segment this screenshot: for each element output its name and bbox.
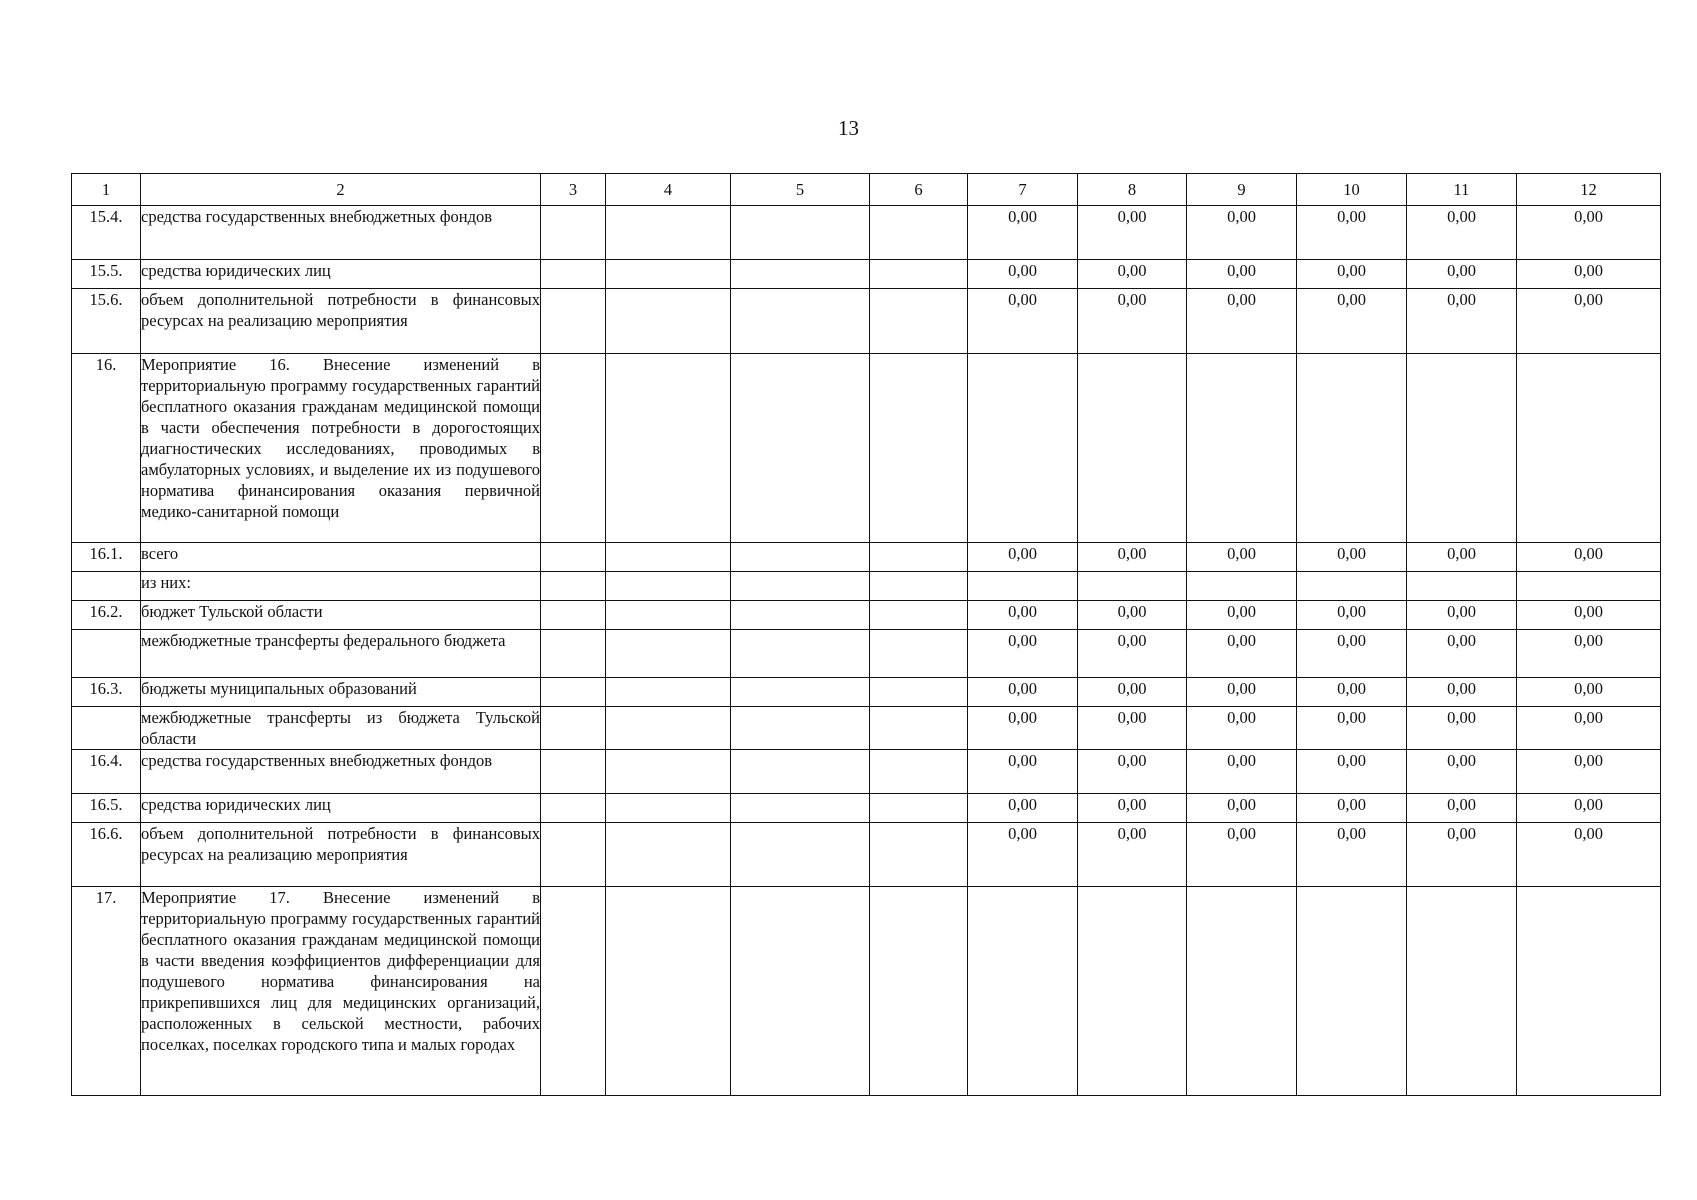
table-row (72, 601, 1661, 630)
value-cell: 0,00 (1517, 206, 1661, 260)
row-number: 16. (72, 354, 141, 543)
value-cell: 0,00 (968, 630, 1078, 678)
value-cell (1297, 354, 1407, 543)
empty-cell (870, 630, 968, 678)
empty-cell (541, 678, 606, 707)
value-cell: 0,00 (1517, 750, 1661, 794)
column-header: 1 (72, 174, 141, 206)
value-cell (1517, 354, 1661, 543)
value-cell: 0,00 (1187, 206, 1297, 260)
empty-cell (731, 678, 870, 707)
column-header: 7 (968, 174, 1078, 206)
value-cell: 0,00 (968, 260, 1078, 289)
empty-cell (541, 750, 606, 794)
value-cell (1187, 572, 1297, 601)
empty-cell (606, 707, 731, 750)
value-cell: 0,00 (968, 678, 1078, 707)
row-description: средства юридических лиц (141, 794, 541, 823)
row-number: 16.3. (72, 678, 141, 707)
empty-cell (541, 601, 606, 630)
value-cell: 0,00 (1187, 794, 1297, 823)
value-cell: 0,00 (1078, 289, 1187, 354)
empty-cell (731, 260, 870, 289)
empty-cell (731, 572, 870, 601)
row-description: средства государственных внебюджетных фондов (141, 206, 541, 260)
empty-cell (870, 543, 968, 572)
value-cell (1407, 572, 1517, 601)
value-cell (1407, 354, 1517, 543)
value-cell (1078, 572, 1187, 601)
value-cell: 0,00 (1517, 601, 1661, 630)
empty-cell (606, 601, 731, 630)
row-description: межбюджетные трансферты из бюджета Тульской области (141, 708, 540, 748)
value-cell: 0,00 (1407, 707, 1517, 750)
empty-cell (606, 354, 731, 543)
empty-cell (606, 794, 731, 823)
empty-cell (541, 794, 606, 823)
row-description: Мероприятие 17. Внесение изменений в территориальную программу государственных гарантий бесплатного оказания гражданам медицинской помощи в части введения коэффициентов дифференциации для подушевого норматива финансирования на прикрепившихся лиц для медицинских организаций, расположенных в сельской местности, рабочих поселках, поселках городского типа и малых городах (141, 887, 541, 1096)
row-description: бюджеты муниципальных образований (141, 678, 541, 707)
row-number: 16.1. (72, 543, 141, 572)
value-cell: 0,00 (1407, 260, 1517, 289)
value-cell: 0,00 (1078, 601, 1187, 630)
empty-cell (731, 601, 870, 630)
page-number: 13 (838, 116, 859, 140)
value-cell: 0,00 (1407, 794, 1517, 823)
value-cell: 0,00 (1187, 543, 1297, 572)
table-row (72, 750, 1661, 794)
empty-cell (606, 630, 731, 678)
value-cell: 0,00 (1078, 543, 1187, 572)
table-row (72, 354, 1661, 543)
value-cell: 0,00 (968, 601, 1078, 630)
empty-cell (541, 707, 606, 750)
table-row (72, 678, 1661, 707)
column-header: 4 (606, 174, 731, 206)
value-cell: 0,00 (1407, 630, 1517, 678)
empty-cell (731, 543, 870, 572)
row-number: 16.5. (72, 794, 141, 823)
value-cell: 0,00 (968, 289, 1078, 354)
value-cell: 0,00 (1517, 289, 1661, 354)
value-cell: 0,00 (1078, 794, 1187, 823)
empty-cell (870, 707, 968, 750)
row-description: межбюджетные трансферты федерального бюджета (141, 630, 541, 678)
value-cell: 0,00 (1078, 260, 1187, 289)
table-row (72, 260, 1661, 289)
row-number: 15.4. (72, 206, 141, 260)
value-cell (968, 354, 1078, 543)
row-description: средства юридических лиц (141, 260, 541, 289)
table-row (72, 707, 1661, 750)
column-header: 12 (1517, 174, 1661, 206)
empty-cell (870, 206, 968, 260)
value-cell: 0,00 (1407, 601, 1517, 630)
table-row (72, 794, 1661, 823)
value-cell: 0,00 (1297, 707, 1407, 750)
column-header: 9 (1187, 174, 1297, 206)
empty-cell (731, 289, 870, 354)
row-number (72, 630, 141, 678)
value-cell (1297, 887, 1407, 1096)
empty-cell (731, 707, 870, 750)
empty-cell (870, 887, 968, 1096)
value-cell: 0,00 (1078, 206, 1187, 260)
header-row (72, 174, 1661, 206)
value-cell: 0,00 (968, 823, 1078, 887)
empty-cell (731, 823, 870, 887)
row-description: средства государственных внебюджетных фондов (141, 750, 541, 794)
value-cell (1517, 572, 1661, 601)
empty-cell (541, 289, 606, 354)
value-cell: 0,00 (1297, 601, 1407, 630)
value-cell: 0,00 (968, 750, 1078, 794)
row-number: 17. (72, 887, 141, 1096)
empty-cell (606, 823, 731, 887)
column-header: 3 (541, 174, 606, 206)
empty-cell (541, 354, 606, 543)
value-cell: 0,00 (1407, 823, 1517, 887)
value-cell (968, 887, 1078, 1096)
empty-cell (870, 289, 968, 354)
value-cell: 0,00 (1187, 289, 1297, 354)
empty-cell (731, 354, 870, 543)
empty-cell (541, 887, 606, 1096)
value-cell (1297, 572, 1407, 601)
value-cell: 0,00 (1187, 823, 1297, 887)
table-row (72, 823, 1661, 887)
table-row (72, 572, 1661, 601)
column-header: 8 (1078, 174, 1187, 206)
empty-cell (541, 572, 606, 601)
value-cell: 0,00 (968, 794, 1078, 823)
row-number: 16.4. (72, 750, 141, 794)
empty-cell (606, 289, 731, 354)
value-cell: 0,00 (1517, 707, 1661, 750)
value-cell (1517, 887, 1661, 1096)
row-description: объем дополнительной потребности в финансовых ресурсах на реализацию мероприятия (141, 823, 541, 887)
table-row (72, 543, 1661, 572)
empty-cell (541, 260, 606, 289)
empty-cell (541, 823, 606, 887)
value-cell: 0,00 (1187, 678, 1297, 707)
value-cell: 0,00 (1187, 260, 1297, 289)
row-description: Мероприятие 16. Внесение изменений в территориальную программу государственных гарантий бесплатного оказания гражданам медицинской помощи в части обеспечения потребности в дорогостоящих диагностических исследованиях, проводимых в амбулаторных условиях, и выделение их из подушевого норматива финансирования оказания первичной медико-санитарной помощи (141, 354, 541, 543)
empty-cell (731, 794, 870, 823)
value-cell: 0,00 (1078, 823, 1187, 887)
column-header: 6 (870, 174, 968, 206)
value-cell: 0,00 (1517, 823, 1661, 887)
column-header: 5 (731, 174, 870, 206)
value-cell (1407, 887, 1517, 1096)
value-cell: 0,00 (1517, 260, 1661, 289)
value-cell: 0,00 (1187, 707, 1297, 750)
empty-cell (731, 630, 870, 678)
value-cell: 0,00 (1078, 707, 1187, 750)
empty-cell (870, 750, 968, 794)
empty-cell (606, 678, 731, 707)
row-number (72, 572, 141, 601)
empty-cell (870, 572, 968, 601)
value-cell: 0,00 (1407, 750, 1517, 794)
row-number: 16.2. (72, 601, 141, 630)
value-cell: 0,00 (1187, 601, 1297, 630)
empty-cell (606, 887, 731, 1096)
empty-cell (541, 543, 606, 572)
row-number: 15.5. (72, 260, 141, 289)
value-cell: 0,00 (1517, 678, 1661, 707)
empty-cell (870, 794, 968, 823)
empty-cell (731, 750, 870, 794)
column-header: 2 (141, 174, 541, 206)
value-cell: 0,00 (1297, 206, 1407, 260)
value-cell: 0,00 (1078, 678, 1187, 707)
empty-cell (541, 206, 606, 260)
value-cell: 0,00 (1187, 750, 1297, 794)
empty-cell (870, 601, 968, 630)
value-cell (968, 572, 1078, 601)
value-cell: 0,00 (1407, 289, 1517, 354)
column-header: 11 (1407, 174, 1517, 206)
empty-cell (606, 543, 731, 572)
value-cell: 0,00 (1517, 543, 1661, 572)
value-cell: 0,00 (1297, 630, 1407, 678)
value-cell: 0,00 (1407, 678, 1517, 707)
value-cell: 0,00 (1297, 823, 1407, 887)
row-description: объем дополнительной потребности в финансовых ресурсах на реализацию мероприятия (141, 289, 541, 354)
table-row (72, 887, 1661, 1096)
empty-cell (870, 260, 968, 289)
column-header: 10 (1297, 174, 1407, 206)
value-cell: 0,00 (1517, 794, 1661, 823)
value-cell: 0,00 (1078, 630, 1187, 678)
value-cell (1078, 354, 1187, 543)
empty-cell (870, 354, 968, 543)
value-cell: 0,00 (1297, 794, 1407, 823)
row-number: 16.6. (72, 823, 141, 887)
row-description: всего (141, 543, 541, 572)
budget-table (71, 173, 1661, 1096)
empty-cell (541, 630, 606, 678)
empty-cell (606, 750, 731, 794)
empty-cell (870, 823, 968, 887)
value-cell (1078, 887, 1187, 1096)
empty-cell (731, 206, 870, 260)
value-cell: 0,00 (1297, 750, 1407, 794)
empty-cell (870, 678, 968, 707)
table-row (72, 630, 1661, 678)
empty-cell (606, 206, 731, 260)
value-cell: 0,00 (1407, 543, 1517, 572)
value-cell: 0,00 (1297, 289, 1407, 354)
value-cell: 0,00 (968, 707, 1078, 750)
value-cell: 0,00 (1297, 543, 1407, 572)
empty-cell (731, 887, 870, 1096)
table-row (72, 289, 1661, 354)
empty-cell (606, 572, 731, 601)
row-description: из них: (141, 572, 541, 601)
value-cell: 0,00 (1407, 206, 1517, 260)
value-cell (1187, 354, 1297, 543)
empty-cell (606, 260, 731, 289)
value-cell: 0,00 (968, 543, 1078, 572)
table-row (72, 206, 1661, 260)
value-cell: 0,00 (1187, 630, 1297, 678)
value-cell: 0,00 (1297, 678, 1407, 707)
value-cell: 0,00 (968, 206, 1078, 260)
row-number (72, 707, 141, 750)
value-cell (1187, 887, 1297, 1096)
row-description: бюджет Тульской области (141, 601, 541, 630)
value-cell: 0,00 (1297, 260, 1407, 289)
row-number: 15.6. (72, 289, 141, 354)
value-cell: 0,00 (1078, 750, 1187, 794)
value-cell: 0,00 (1517, 630, 1661, 678)
